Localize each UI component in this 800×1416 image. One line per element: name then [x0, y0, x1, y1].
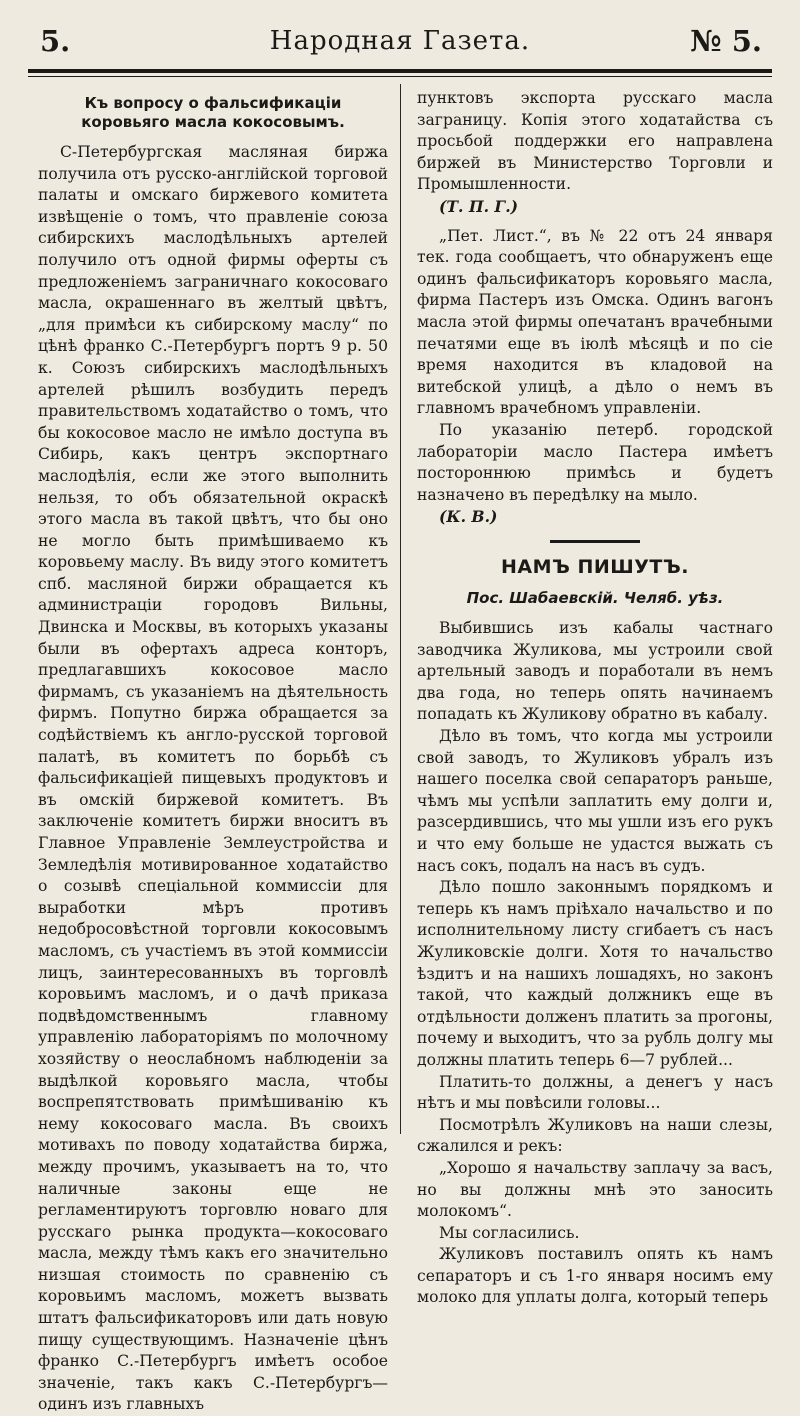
- article-title: Къ вопросу о фальсификаціи коровьяго масла кокосовымъ.: [81, 94, 345, 131]
- article-signature: (Т. П. Г.): [439, 196, 519, 216]
- issue-number: № 5.: [690, 24, 762, 58]
- section-heading: НАМЪ ПИШУТЪ.: [501, 555, 689, 578]
- letter-location: Пос. Шабаевскій. Челяб. уѣз.: [466, 589, 724, 608]
- letter-paragraph: Дѣло пошло законнымъ порядкомъ и теперь къ намъ пріѣхало начальство и по исполнительному листу сгибаетъ съ насъ Жуликовскіе долги. Хотя то начальство ѣздитъ и на нашихъ лошадяхъ, но законъ такой, что каждый должникъ еще въ отдѣльности долженъ платить за прогоны, почему и выходитъ, что за рубль долгу мы должны платить теперь 6—7 рублей...: [417, 878, 773, 1069]
- letter-paragraph: Жуликовъ поставилъ опять къ намъ сепараторъ и съ 1-го января носимъ ему молоко для уплаты долга, который теперь: [417, 1245, 773, 1307]
- letter-paragraph: Посмотрѣлъ Жуликовъ на наши слезы, сжалился и рекъ:: [417, 1115, 773, 1156]
- news-item-followup: По указанію петерб. городской лабораторіи масло Пастера имѣетъ постороннюю примѣсь и будетъ назначено въ передѣлку на мыло.: [417, 420, 773, 504]
- letter-paragraph: Дѣло въ томъ, что когда мы устроили свой заводъ, то Жуликовъ убралъ изъ нашего поселка свой сепараторъ раньше, чѣмъ мы успѣли заплатить ему долги и, разсердившись, что мы ушли изъ его рукъ и что ему больше не удастся выжать съ насъ сокъ, подалъ на насъ въ судъ.: [417, 727, 773, 875]
- news-signature: (К. В.): [439, 507, 498, 527]
- column-divider: [400, 84, 401, 1134]
- letter-paragraph: Мы согласились.: [439, 1223, 580, 1242]
- page-number: 5.: [40, 24, 71, 58]
- page-header: [28, 22, 772, 66]
- section-separator: [550, 540, 640, 543]
- header-rule-thick: [28, 69, 772, 73]
- letter-paragraph: Выбившись изъ кабалы частнаго заводчика Жуликова, мы устроили свой артельный заводъ и поработали въ немъ два года, но теперь опять начинаемъ попадать къ Жуликову обратно въ кабалу.: [417, 619, 773, 724]
- newspaper-title: Народная Газета.: [269, 26, 531, 56]
- header-rule-thin: [28, 76, 772, 77]
- right-column: [417, 88, 773, 1309]
- article-body: С-Петербургская масляная биржа получила отъ русско-англійской торговой палаты и омскаго биржевого комитета извѣщеніе о томъ, что правленіе союза сибирскихъ маслодѣльныхъ артелей получило отъ одной фирмы оферты съ предложеніемъ заграничнаго кокосоваго масла, окрашеннаго въ желтый цвѣтъ, „для примѣси къ сибирскому маслу“ по цѣнѣ франко С.-Петербургъ портъ 9 р. 50 к. Союзъ сибирскихъ маслодѣльныхъ артелей рѣшилъ возбудить передъ правительствомъ ходатайство о томъ, что бы кокосовое масло не имѣло доступа въ Сибирь, какъ центръ экспортнаго маслодѣлія, если же этого выполнить нельзя, то объ обязательной окраскѣ этого масла въ такой цвѣтъ, что бы оно не могло быть примѣшиваемо къ коровьему маслу. Въ виду этого комитетъ спб. масляной биржи обращается къ администраціи городовъ Вильны, Двинска и Москвы, въ которыхъ указаны были въ офертахъ адреса конторъ, предлагавшихъ кокосовое масло фирмамъ, съ указаніемъ на дѣятельность фирмъ. Попутно биржа обращается за содѣйствіемъ къ англо-русской торговой палатѣ, въ комитетъ по борьбѣ съ фальсификаціей пищевыхъ продуктовъ и въ омскій биржевой комитетъ. Въ заключеніе комитетъ биржи вноситъ въ Главное Управленіе Землеустройства и Земледѣлія мотивированное ходатайство о созывѣ спеціальной коммиссіи для выработки мѣръ противъ недобросовѣстной торговли кокосовымъ масломъ, съ участіемъ въ этой коммиссіи лицъ, заинтересованныхъ въ торговлѣ коровьимъ масломъ, и о дачѣ приказа подвѣдомственнымъ главному управленію лабораторіямъ по молочному хозяйству о неослабномъ наблюденіи за выдѣлкой коровьяго масла, чтобы воспрепятствовать примѣшиванію къ нему кокосоваго масла. Въ своихъ мотивахъ по поводу ходатайства биржа, между прочимъ, указываетъ на то, что наличные законы еще не регламентируютъ торговлю новаго для русскаго рынка продукта—кокосоваго масла, между тѣмъ какъ его значительно низшая стоимость по сравненію съ коровьимъ масломъ, можетъ вызвать штатъ фальсификаторовъ или дать новую пищу существующимъ. Назначеніе цѣнъ франко С.-Петербургъ имѣетъ особое значеніе, такъ какъ С.-Петербургъ—одинъ изъ главныхъ: [38, 143, 388, 1414]
- left-column: [38, 88, 388, 1416]
- news-item: „Пет. Лист.“, въ № 22 отъ 24 января тек. года сообщаетъ, что обнаруженъ еще одинъ фальсификаторъ коровьяго масла, фирма Пастеръ изъ Омска. Одинъ вагонъ масла этой фирмы опечатанъ врачебными печатями еще въ іюлѣ мѣсяцѣ и по сіе время находится въ кладовой на витебской улицѣ, а дѣло о немъ въ главномъ врачебномъ управленіи.: [417, 226, 773, 418]
- letter-paragraph: Платить-то должны, а денегъ у насъ нѣтъ и мы повѣсили головы...: [417, 1072, 773, 1113]
- letter-paragraph: „Хорошо я начальству заплачу за васъ, но вы должны мнѣ это заносить молокомъ“.: [417, 1158, 773, 1221]
- article-continuation: пунктовъ экспорта русскаго масла заграницу. Копія этого ходатайства съ просьбой поддержки его направлена биржей въ Министерство Торговли и Промышленности.: [417, 89, 773, 194]
